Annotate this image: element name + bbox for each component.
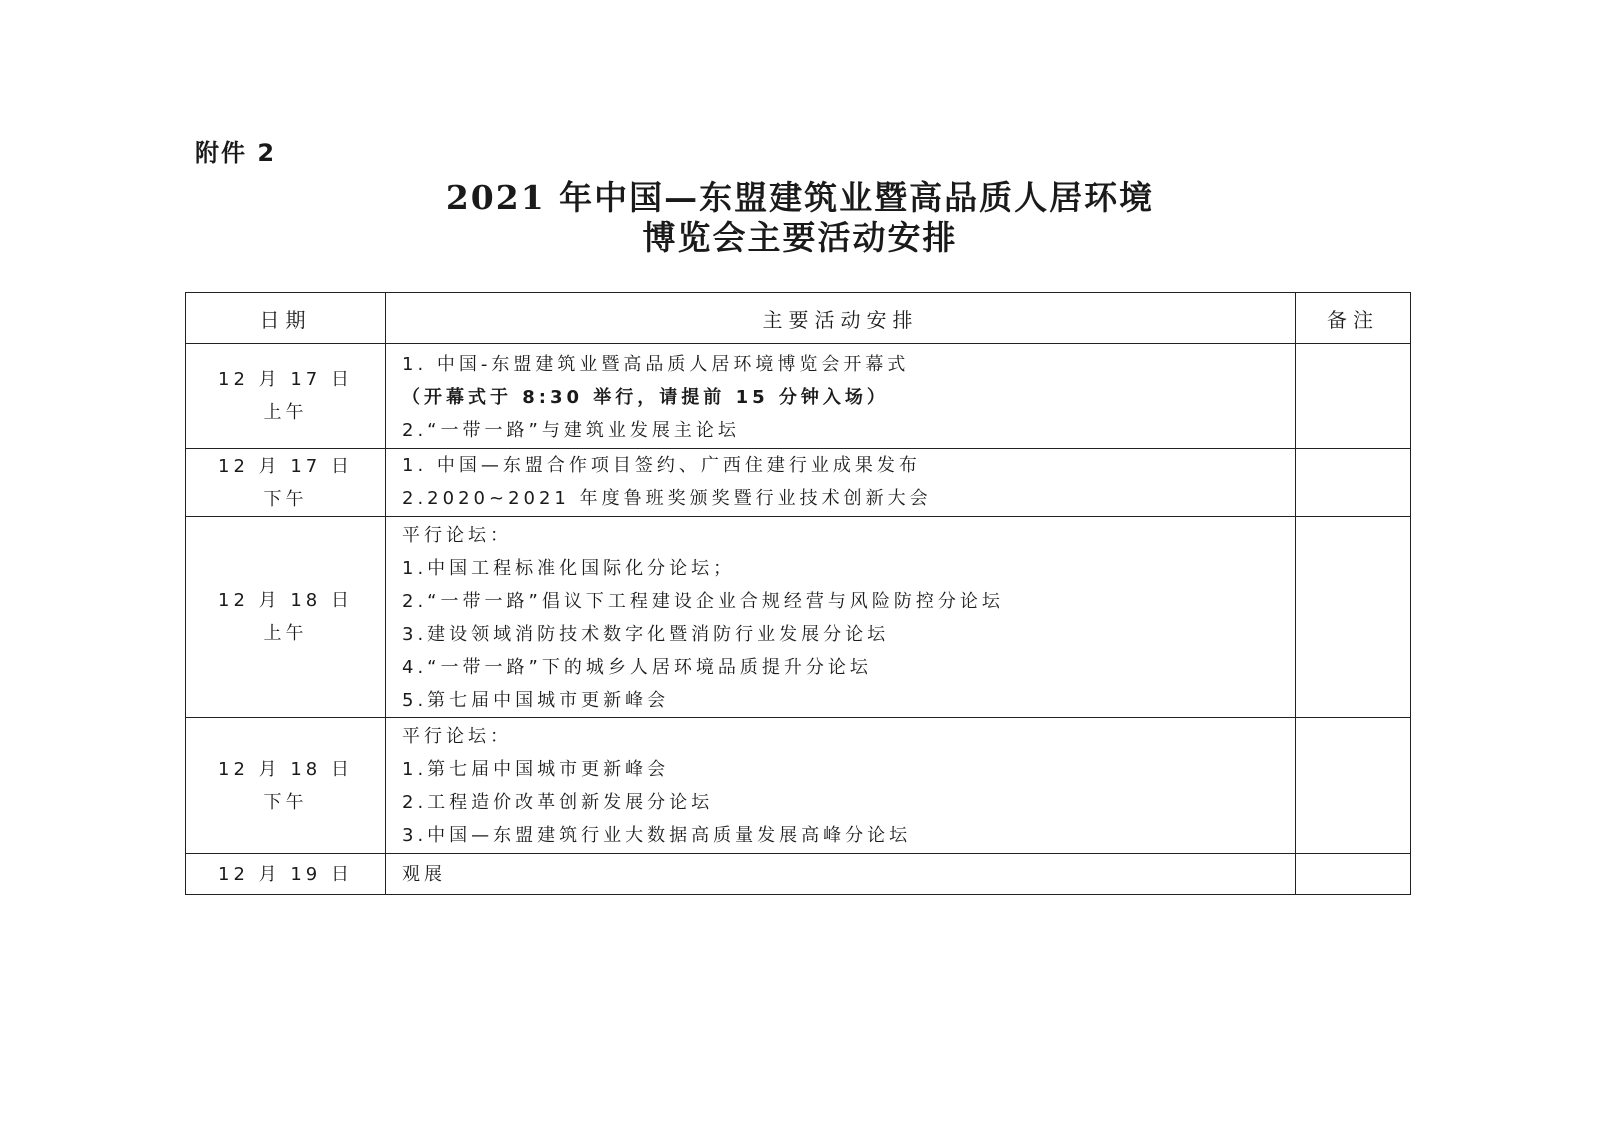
header-notes: 备注 [1296, 293, 1411, 344]
attachment-label: 附件 2 [195, 139, 277, 167]
date-text: 12 月 17 日 [218, 455, 353, 477]
header-date: 日期 [186, 293, 386, 344]
activity-line: 2.“一带一路”与建筑业发展主论坛 [402, 420, 740, 441]
date-text: 12 月 19 日 [218, 863, 353, 885]
activity-line: （开幕式于 8:30 举行，请提前 15 分钟入场） [402, 387, 889, 408]
date-text: 12 月 18 日 [218, 758, 353, 780]
activities-cell [386, 718, 1296, 854]
schedule-table [185, 292, 1411, 895]
activity-line: 2.2020~2021 年度鲁班奖颁奖暨行业技术创新大会 [402, 488, 932, 509]
table-row [186, 718, 1411, 854]
activity-line: 观展 [402, 863, 446, 885]
date-cell [186, 344, 386, 449]
document-title-line-2: 博览会主要活动安排 [642, 218, 958, 257]
date-cell [186, 449, 386, 517]
note-cell [1296, 344, 1411, 449]
activity-line: 3.建设领域消防技术数字化暨消防行业发展分论坛 [402, 624, 890, 645]
date-text: 12 月 18 日 [218, 590, 353, 611]
period-text: 上午 [263, 402, 308, 423]
date-text: 12 月 17 日 [218, 369, 353, 390]
activity-line: 5.第七届中国城市更新峰会 [402, 690, 670, 711]
note-cell [1296, 449, 1411, 517]
activities-cell [386, 517, 1296, 718]
table-row [186, 449, 1411, 517]
table-header-row [186, 293, 1411, 344]
activity-line: 4.“一带一路”下的城乡人居环境品质提升分论坛 [402, 657, 872, 678]
activity-line: 平行论坛： [402, 525, 512, 546]
header-activities: 主要活动安排 [386, 293, 1296, 344]
activity-line: 2.工程造价改革创新发展分论坛 [402, 792, 714, 813]
activity-line: 3.中国—东盟建筑行业大数据高质量发展高峰分论坛 [402, 825, 912, 846]
note-cell [1296, 718, 1411, 854]
activity-line: 1.中国工程标准化国际化分论坛； [402, 558, 736, 579]
activities-cell [386, 344, 1296, 449]
activity-line: 1. 中国-东盟建筑业暨高品质人居环境博览会开幕式 [402, 354, 910, 375]
date-cell [186, 517, 386, 718]
note-cell [1296, 854, 1411, 895]
period-text: 下午 [263, 488, 308, 510]
activity-line: 平行论坛： [402, 726, 512, 747]
activity-line: 1.第七届中国城市更新峰会 [402, 759, 670, 780]
activities-cell [386, 449, 1296, 517]
activities-cell [386, 854, 1296, 895]
activity-line: 2.“一带一路”倡议下工程建设企业合规经营与风险防控分论坛 [402, 591, 1004, 612]
date-cell [186, 718, 386, 854]
document-title-line-1: 2021 年中国—东盟建筑业暨高品质人居环境 [445, 178, 1155, 217]
table-row [186, 344, 1411, 449]
table-row [186, 517, 1411, 718]
period-text: 上午 [263, 623, 308, 644]
note-cell [1296, 517, 1411, 718]
activity-line: 1. 中国—东盟合作项目签约、广西住建行业成果发布 [402, 455, 921, 476]
table-row [186, 854, 1411, 895]
date-cell [186, 854, 386, 895]
period-text: 下午 [263, 791, 308, 813]
